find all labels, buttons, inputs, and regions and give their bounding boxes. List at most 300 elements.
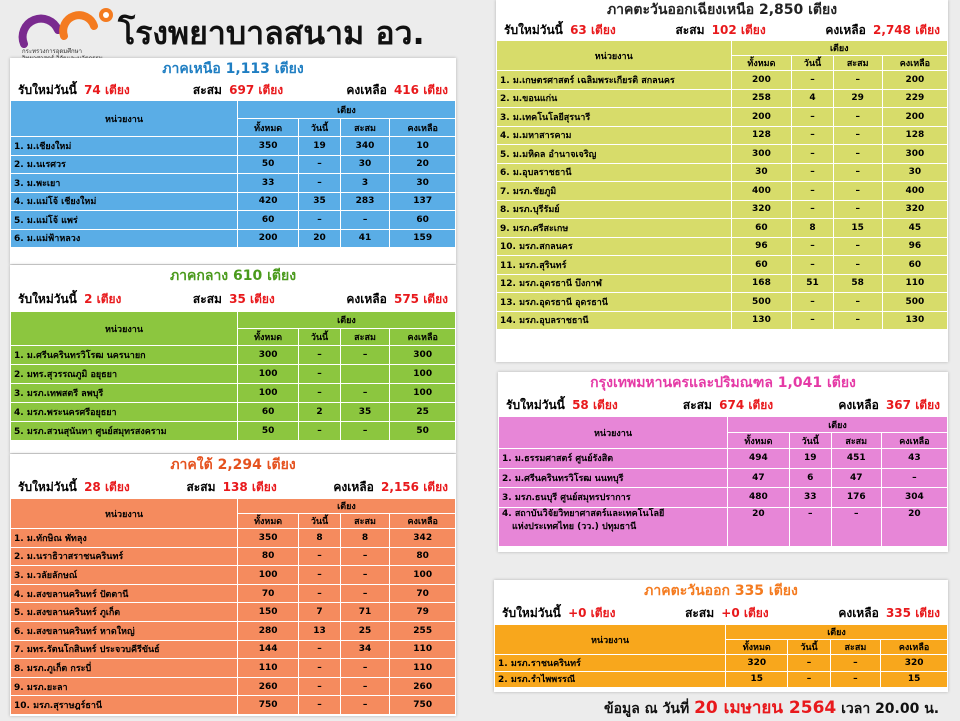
cell-cumulative: – bbox=[340, 547, 390, 566]
summary-today-label: รับใหม่วันนี้ bbox=[504, 23, 563, 37]
summary-today-value: 74 bbox=[79, 83, 101, 97]
cell-today: 6 bbox=[789, 468, 831, 488]
col-today-header: วันนี้ bbox=[792, 56, 833, 71]
region-table bbox=[494, 624, 948, 688]
col-remain-header: คงเหลือ bbox=[390, 119, 456, 137]
cell-today: 4 bbox=[792, 89, 833, 108]
table-row bbox=[11, 192, 456, 211]
cell-cumulative: 25 bbox=[340, 621, 390, 640]
summary-remaining bbox=[838, 602, 940, 624]
cell-total: 350 bbox=[237, 137, 298, 156]
unit-name-text: 2. ม.ศรีนครินทรวิโรฒ นนทบุรี bbox=[502, 473, 624, 484]
col-total-header: ทั้งหมด bbox=[237, 329, 298, 346]
unit-name-text-line2: แห่งประเทศไทย (วว.) ปทุมธานี bbox=[512, 521, 637, 532]
cell-today: – bbox=[792, 108, 833, 127]
col-total-header: ทั้งหมด bbox=[237, 119, 298, 137]
summary-today-label: รับใหม่วันนี้ bbox=[18, 83, 77, 97]
region-title: ภาคเหนือ 1,113 เตียง bbox=[162, 61, 304, 77]
unit-name-text: 7. มทร.รัตนโกสินทร์ ประจวบคีรีขันธ์ bbox=[14, 645, 160, 656]
table-body bbox=[499, 449, 948, 547]
unit-name-text: 3. มรภ.ธนบุรี ศูนย์สมุทรปราการ bbox=[502, 493, 631, 504]
unit-name-text: 1. ม.ศรีนครินทรวิโรฒ นครนายก bbox=[14, 351, 146, 361]
table-head bbox=[11, 101, 456, 137]
col-remain-header: คงเหลือ bbox=[881, 640, 948, 655]
cell-cumulative: – bbox=[833, 163, 882, 182]
table-row bbox=[11, 403, 456, 422]
unit-name bbox=[11, 422, 238, 441]
summary-remaining-unit: เตียง bbox=[419, 292, 448, 306]
cell-total: 96 bbox=[731, 237, 792, 256]
cell-cumulative: 58 bbox=[833, 274, 882, 293]
unit-name-text: 2. มทร.สุวรรณภูมิ อยุธยา bbox=[14, 370, 117, 380]
cell-today: – bbox=[299, 640, 340, 659]
summary-cumulative-value: 697 bbox=[224, 83, 255, 97]
cell-remaining: 128 bbox=[882, 126, 947, 145]
cell-remaining: 10 bbox=[390, 137, 456, 156]
col-today-header: วันนี้ bbox=[299, 119, 340, 137]
region-title: ภาคตะวันออก 335 เตียง bbox=[644, 583, 798, 599]
unit-name-text: 1. ม.ทักษิณ พัทลุง bbox=[14, 533, 87, 544]
table-row bbox=[495, 655, 948, 672]
cell-cumulative: 41 bbox=[340, 229, 390, 248]
cell-remaining: 110 bbox=[882, 274, 947, 293]
summary-today-label: รับใหม่วันนี้ bbox=[18, 292, 77, 306]
summary-remaining bbox=[825, 20, 940, 40]
table-head-row bbox=[11, 499, 456, 514]
unit-name-text: 6. ม.อุบลราชธานี bbox=[500, 168, 572, 179]
cell-cumulative: – bbox=[833, 126, 882, 145]
cell-cumulative: 30 bbox=[340, 155, 390, 174]
summary-remaining bbox=[333, 476, 448, 498]
cell-total: 300 bbox=[731, 145, 792, 164]
summary-today-unit: เตียง bbox=[588, 398, 618, 412]
table-row bbox=[497, 274, 948, 293]
unit-name bbox=[11, 384, 238, 403]
region-table bbox=[496, 40, 948, 330]
bed-header: เตียง bbox=[731, 41, 947, 56]
unit-name-text: 6. ม.แม่ฟ้าหลวง bbox=[14, 234, 81, 245]
region-summary bbox=[10, 287, 456, 311]
cell-today: 8 bbox=[299, 529, 340, 548]
summary-today-unit: เตียง bbox=[586, 23, 616, 37]
cell-cumulative: – bbox=[833, 108, 882, 127]
table-row bbox=[497, 89, 948, 108]
table-row bbox=[497, 182, 948, 201]
cell-remaining: 300 bbox=[882, 145, 947, 164]
unit-name-text: 2. ม.นเรศวร bbox=[14, 160, 66, 171]
col-total-header: ทั้งหมด bbox=[727, 433, 789, 449]
summary-cumulative-value: 674 bbox=[714, 398, 745, 412]
cell-total: 100 bbox=[237, 384, 298, 403]
summary-today bbox=[506, 394, 618, 416]
region-table bbox=[498, 416, 948, 547]
cell-total: 258 bbox=[731, 89, 792, 108]
unit-name bbox=[11, 621, 238, 640]
summary-remaining-unit: เตียง bbox=[911, 398, 940, 412]
cell-remaining: 130 bbox=[882, 311, 947, 330]
unit-name bbox=[497, 256, 732, 275]
table-row bbox=[11, 137, 456, 156]
bed-header: เตียง bbox=[726, 625, 948, 640]
cell-remaining: – bbox=[881, 468, 947, 488]
cell-today: – bbox=[299, 174, 340, 193]
cell-cumulative: – bbox=[833, 256, 882, 275]
panel-south bbox=[10, 454, 456, 716]
cell-today: – bbox=[792, 126, 833, 145]
unit-name-text: 4. สถาบันวิจัยวิทยาศาสตร์และเทคโนโลยี bbox=[502, 508, 665, 519]
col-total-header: ทั้งหมด bbox=[726, 640, 788, 655]
summary-cumulative-unit: เตียง bbox=[736, 23, 766, 37]
table-row bbox=[497, 163, 948, 182]
table-row bbox=[497, 219, 948, 238]
cell-cumulative: – bbox=[340, 696, 390, 715]
summary-today bbox=[502, 602, 615, 624]
summary-today-label: รับใหม่วันนี้ bbox=[502, 606, 561, 620]
summary-remaining-label: คงเหลือ bbox=[838, 606, 879, 620]
cell-today: – bbox=[788, 671, 830, 688]
cell-remaining: 80 bbox=[390, 547, 456, 566]
unit-name-text: 1. ม.เชียงใหม่ bbox=[14, 141, 72, 152]
cell-today: – bbox=[789, 507, 831, 546]
cell-remaining: 200 bbox=[882, 71, 947, 90]
cell-cumulative: – bbox=[833, 182, 882, 201]
table-row bbox=[11, 365, 456, 384]
cell-total: 110 bbox=[237, 659, 298, 678]
cell-remaining: 255 bbox=[390, 621, 456, 640]
unit-header: หน่วยงาน bbox=[11, 499, 238, 529]
cell-today: – bbox=[299, 155, 340, 174]
cell-cumulative: 71 bbox=[340, 603, 390, 622]
summary-cumulative-label: สะสม bbox=[186, 480, 216, 494]
summary-cumulative bbox=[193, 287, 275, 311]
cell-remaining: 50 bbox=[390, 422, 456, 441]
cell-total: 280 bbox=[237, 621, 298, 640]
unit-name bbox=[11, 137, 238, 156]
unit-name-text: 4. มรภ.พระนครศรีอยุธยา bbox=[14, 408, 117, 418]
unit-name-text: 7. มรภ.ชัยภูมิ bbox=[500, 186, 557, 197]
unit-name bbox=[497, 108, 732, 127]
table-row bbox=[499, 488, 948, 508]
table-head-row bbox=[11, 101, 456, 119]
unit-name bbox=[11, 365, 238, 384]
unit-name-text: 5. ม.แม่โจ้ แพร่ bbox=[14, 215, 78, 226]
cell-total: 350 bbox=[237, 529, 298, 548]
cell-today: 13 bbox=[299, 621, 340, 640]
bed-header: เตียง bbox=[727, 417, 947, 433]
cell-total: 60 bbox=[731, 219, 792, 238]
region-title: กรุงเทพมหานครและปริมณฑล 1,041 เตียง bbox=[590, 375, 856, 391]
table-row bbox=[497, 237, 948, 256]
unit-name bbox=[495, 655, 726, 672]
summary-remaining-unit: เตียง bbox=[419, 83, 448, 97]
table-row bbox=[11, 211, 456, 230]
cell-today: – bbox=[299, 365, 340, 384]
cell-today: – bbox=[299, 677, 340, 696]
unit-name-text: 3. มรภ.เทพสตรี ลพบุรี bbox=[14, 389, 104, 399]
summary-remaining-label: คงเหลือ bbox=[333, 480, 374, 494]
col-cum-header: สะสม bbox=[340, 119, 390, 137]
cell-today: – bbox=[792, 256, 833, 275]
panel-central bbox=[10, 265, 456, 453]
cell-total: 320 bbox=[731, 200, 792, 219]
unit-name-text: 10. มรภ.สกลนคร bbox=[500, 242, 573, 253]
cell-total: 480 bbox=[727, 488, 789, 508]
cell-cumulative: 15 bbox=[833, 219, 882, 238]
cell-remaining: 25 bbox=[390, 403, 456, 422]
summary-cumulative-unit: เตียง bbox=[254, 83, 284, 97]
unit-name bbox=[11, 192, 238, 211]
cell-remaining: 110 bbox=[390, 640, 456, 659]
cell-cumulative: – bbox=[340, 584, 390, 603]
bed-header: เตียง bbox=[237, 101, 455, 119]
table-row bbox=[497, 126, 948, 145]
unit-name bbox=[11, 566, 238, 585]
cell-total: 200 bbox=[731, 108, 792, 127]
table-row bbox=[11, 566, 456, 585]
summary-remaining-label: คงเหลือ bbox=[825, 23, 866, 37]
table-head bbox=[11, 312, 456, 346]
summary-cumulative-value: 35 bbox=[224, 292, 246, 306]
unit-header: หน่วยงาน bbox=[495, 625, 726, 655]
cell-total: 260 bbox=[237, 677, 298, 696]
cell-cumulative: – bbox=[830, 671, 881, 688]
table-head-row bbox=[11, 312, 456, 329]
region-title: ภาคใต้ 2,294 เตียง bbox=[170, 457, 296, 473]
table-row bbox=[11, 621, 456, 640]
cell-today: 2 bbox=[299, 403, 340, 422]
unit-name bbox=[497, 219, 732, 238]
cell-cumulative: – bbox=[833, 200, 882, 219]
table-body bbox=[11, 137, 456, 248]
summary-remaining bbox=[838, 394, 940, 416]
cell-cumulative: – bbox=[340, 566, 390, 585]
cell-total: 300 bbox=[237, 346, 298, 365]
cell-cumulative: – bbox=[340, 346, 390, 365]
col-remain-header: คงเหลือ bbox=[390, 514, 456, 529]
table-row bbox=[497, 256, 948, 275]
summary-remaining-value: 2,748 bbox=[868, 23, 912, 37]
cell-total: 128 bbox=[731, 126, 792, 145]
unit-name bbox=[11, 229, 238, 248]
cell-remaining: 96 bbox=[882, 237, 947, 256]
col-cum-header: สะสม bbox=[830, 640, 881, 655]
unit-name-text: 9. มรภ.ศรีสะเกษ bbox=[500, 223, 569, 234]
summary-remaining-label: คงเหลือ bbox=[838, 398, 879, 412]
cell-today: 20 bbox=[299, 229, 340, 248]
unit-name bbox=[11, 603, 238, 622]
unit-name bbox=[11, 659, 238, 678]
table-body bbox=[495, 655, 948, 688]
cell-today: – bbox=[299, 547, 340, 566]
unit-name-text: 5. ม.มหิดล อำนาจเจริญ bbox=[500, 149, 597, 160]
cell-total: 50 bbox=[237, 155, 298, 174]
table-row bbox=[495, 671, 948, 688]
unit-name bbox=[11, 584, 238, 603]
summary-cumulative-label: สะสม bbox=[682, 398, 712, 412]
unit-name-text: 5. มรภ.สวนสุนันทา ศูนย์สมุทรสงคราม bbox=[14, 427, 167, 437]
cell-today: – bbox=[299, 211, 340, 230]
cell-today: – bbox=[792, 71, 833, 90]
cell-total: 50 bbox=[237, 422, 298, 441]
cell-cumulative: 176 bbox=[831, 488, 881, 508]
cell-remaining: 100 bbox=[390, 566, 456, 585]
region-summary bbox=[496, 20, 948, 40]
cell-today: – bbox=[299, 584, 340, 603]
summary-today-value: 63 bbox=[565, 23, 587, 37]
table-row bbox=[11, 603, 456, 622]
summary-today-label: รับใหม่วันนี้ bbox=[18, 480, 77, 494]
table-head-row bbox=[497, 41, 948, 56]
page-title: โรงพยาบาลสนาม อว. bbox=[118, 14, 425, 52]
cell-today: – bbox=[299, 659, 340, 678]
cell-cumulative: 47 bbox=[831, 468, 881, 488]
unit-header: หน่วยงาน bbox=[11, 312, 238, 346]
unit-name-text: 13. มรภ.อุดรธานี อุดรธานี bbox=[500, 297, 608, 308]
cell-cumulative: – bbox=[833, 145, 882, 164]
unit-name bbox=[497, 145, 732, 164]
summary-cumulative-value: 138 bbox=[218, 480, 248, 494]
table-head bbox=[499, 417, 948, 449]
cell-cumulative: – bbox=[340, 677, 390, 696]
cell-cumulative: – bbox=[830, 655, 881, 672]
table-row bbox=[11, 346, 456, 365]
bed-header: เตียง bbox=[237, 312, 455, 329]
summary-cumulative-label: สะสม bbox=[685, 606, 715, 620]
cell-today: – bbox=[299, 384, 340, 403]
unit-name bbox=[11, 547, 238, 566]
unit-name bbox=[497, 126, 732, 145]
col-total-header: ทั้งหมด bbox=[237, 514, 298, 529]
col-today-header: วันนี้ bbox=[788, 640, 830, 655]
col-remain-header: คงเหลือ bbox=[390, 329, 456, 346]
unit-name bbox=[497, 293, 732, 312]
cell-cumulative: – bbox=[340, 422, 390, 441]
summary-today-unit: เตียง bbox=[100, 480, 130, 494]
cell-cumulative: – bbox=[340, 659, 390, 678]
cell-remaining: 60 bbox=[882, 256, 947, 275]
cell-remaining: 500 bbox=[882, 293, 947, 312]
cell-remaining: 30 bbox=[390, 174, 456, 193]
bed-header: เตียง bbox=[237, 499, 455, 514]
summary-remaining-unit: เตียง bbox=[419, 480, 448, 494]
unit-name bbox=[499, 488, 728, 508]
cell-total: 60 bbox=[731, 256, 792, 275]
cell-today: 7 bbox=[299, 603, 340, 622]
cell-remaining: 229 bbox=[882, 89, 947, 108]
summary-remaining-unit: เตียง bbox=[911, 606, 940, 620]
summary-remaining bbox=[346, 287, 448, 311]
region-table bbox=[10, 498, 456, 715]
cell-cumulative: – bbox=[833, 71, 882, 90]
unit-name bbox=[495, 671, 726, 688]
unit-header: หน่วยงาน bbox=[499, 417, 728, 449]
cell-today: 35 bbox=[299, 192, 340, 211]
summary-today-unit: เตียง bbox=[92, 292, 122, 306]
cell-remaining: 60 bbox=[390, 211, 456, 230]
cell-cumulative: – bbox=[833, 293, 882, 312]
unit-name bbox=[497, 311, 732, 330]
col-remain-header: คงเหลือ bbox=[881, 433, 947, 449]
unit-name bbox=[499, 449, 728, 469]
unit-name bbox=[497, 237, 732, 256]
cell-cumulative: – bbox=[833, 311, 882, 330]
unit-name-text: 5. ม.สงขลานครินทร์ ภูเก็ต bbox=[14, 608, 121, 619]
table-row bbox=[11, 529, 456, 548]
cell-remaining: 320 bbox=[881, 655, 948, 672]
table-row bbox=[11, 677, 456, 696]
table-row bbox=[499, 507, 948, 546]
cell-today: – bbox=[299, 346, 340, 365]
unit-name bbox=[497, 182, 732, 201]
table-row bbox=[497, 293, 948, 312]
summary-cumulative bbox=[685, 602, 769, 624]
summary-remaining-label: คงเหลือ bbox=[346, 292, 387, 306]
table-row bbox=[11, 584, 456, 603]
unit-name bbox=[11, 640, 238, 659]
cell-cumulative: – bbox=[340, 211, 390, 230]
cell-total: 60 bbox=[237, 211, 298, 230]
summary-cumulative bbox=[186, 476, 276, 498]
panel-bangkok bbox=[498, 372, 948, 552]
cell-today: – bbox=[788, 655, 830, 672]
summary-remaining-value: 416 bbox=[389, 83, 420, 97]
cell-total: 150 bbox=[237, 603, 298, 622]
unit-name-text: 12. มรภ.อุดรธานี บึงกาฬ bbox=[500, 279, 602, 290]
unit-name-text: 4. ม.แม่โจ้ เชียงใหม่ bbox=[14, 197, 97, 208]
cell-remaining: 260 bbox=[390, 677, 456, 696]
cell-total: 200 bbox=[237, 229, 298, 248]
unit-name-text: 2. มรภ.รำไพพรรณี bbox=[498, 675, 576, 686]
cell-remaining: 79 bbox=[390, 603, 456, 622]
cell-today: 8 bbox=[792, 219, 833, 238]
cell-remaining: 30 bbox=[882, 163, 947, 182]
cell-cumulative: 3 bbox=[340, 174, 390, 193]
unit-name bbox=[497, 71, 732, 90]
summary-today-value: 2 bbox=[79, 292, 93, 306]
cell-remaining: 110 bbox=[390, 659, 456, 678]
unit-name-text: 4. ม.มหาสารคาม bbox=[500, 131, 572, 142]
region-title: ภาคตะวันออกเฉียงเหนือ 2,850 เตียง bbox=[606, 2, 838, 18]
summary-today-unit: เตียง bbox=[100, 83, 130, 97]
unit-name-text: 8. มรภ.ภูเก็ต กระบี่ bbox=[14, 663, 92, 674]
cell-today: – bbox=[299, 422, 340, 441]
summary-cumulative bbox=[675, 20, 765, 40]
cell-today: 19 bbox=[299, 137, 340, 156]
unit-name bbox=[11, 211, 238, 230]
data-timestamp bbox=[604, 694, 939, 721]
cell-total: 200 bbox=[731, 71, 792, 90]
unit-name-text: 1. มรภ.ราชนครินทร์ bbox=[498, 658, 581, 669]
table-row bbox=[11, 659, 456, 678]
summary-cumulative-unit: เตียง bbox=[245, 292, 275, 306]
table-row bbox=[11, 384, 456, 403]
unit-name-text: 11. มรภ.สุรินทร์ bbox=[500, 260, 567, 271]
table-head-row bbox=[495, 625, 948, 640]
unit-name bbox=[499, 507, 728, 546]
region-summary bbox=[494, 602, 948, 624]
cell-remaining: 70 bbox=[390, 584, 456, 603]
summary-cumulative-label: สะสม bbox=[192, 292, 222, 306]
unit-name-text: 8. มรภ.บุรีรัมย์ bbox=[500, 205, 560, 216]
cell-total: 47 bbox=[727, 468, 789, 488]
summary-today-value: +0 bbox=[563, 606, 587, 620]
table-row bbox=[11, 640, 456, 659]
cell-cumulative: – bbox=[833, 237, 882, 256]
cell-total: 320 bbox=[726, 655, 788, 672]
table-row bbox=[497, 200, 948, 219]
cell-cumulative bbox=[340, 365, 390, 384]
cell-remaining: 320 bbox=[882, 200, 947, 219]
